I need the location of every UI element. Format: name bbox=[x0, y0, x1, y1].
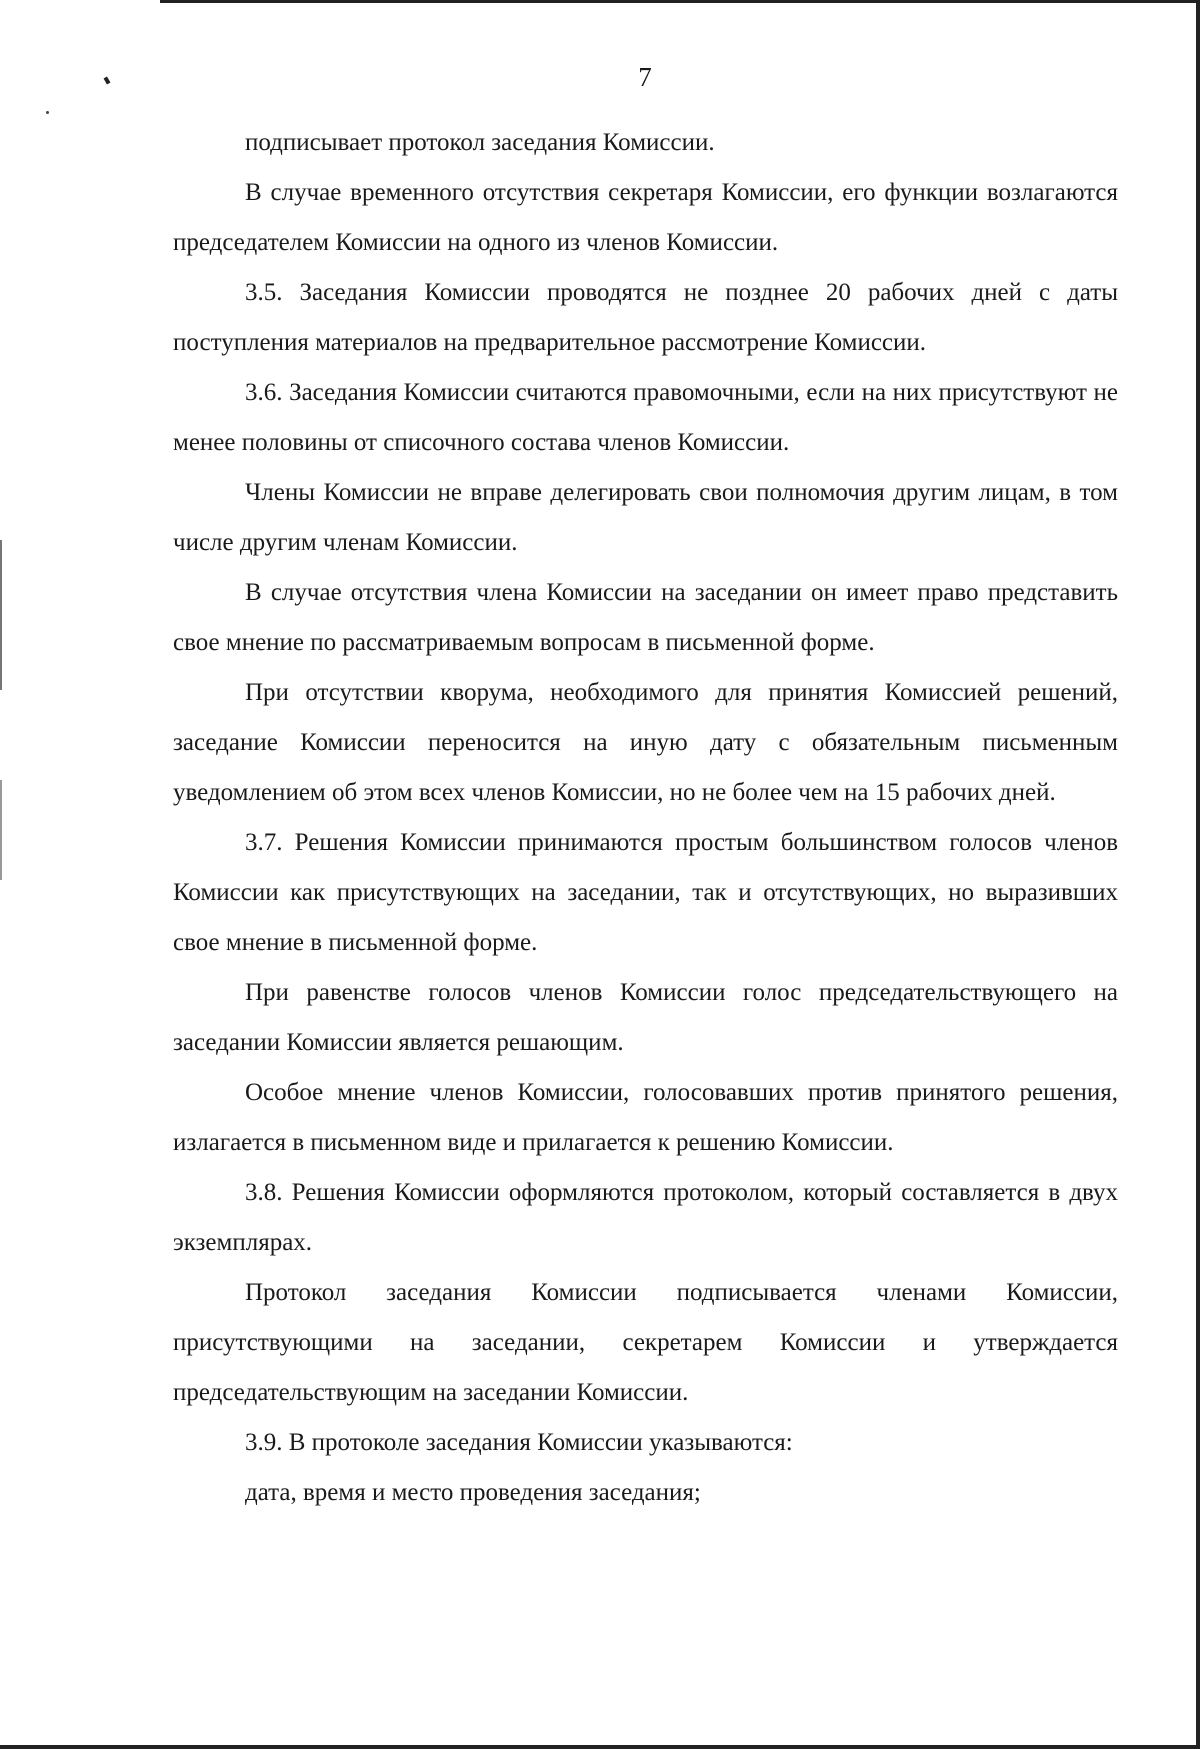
paragraph: В случае отсутствия члена Комиссии на заседании он имеет право представить свое мнение по рассматриваемым вопросам в письменной форме. bbox=[173, 579, 1118, 656]
paragraph: При равенстве голосов членов Комиссии голос председательствующего на заседании Комиссии является решающим. bbox=[173, 979, 1118, 1056]
document-body bbox=[173, 118, 1118, 1518]
scan-edge-right bbox=[1196, 0, 1200, 1749]
page-number: 7 bbox=[638, 62, 652, 92]
paragraph: Особое мнение членов Комиссии, голосовавших против принятого решения, излагается в письменном виде и прилагается к решению Комиссии. bbox=[173, 1079, 1118, 1156]
paragraph: Протокол заседания Комиссии подписывается членами Комиссии, присутствующими на заседании, секретарем Комиссии и утверждается председательствующим на заседании Комиссии. bbox=[173, 1279, 1118, 1406]
scan-speck bbox=[46, 111, 49, 114]
paragraph: 3.6. Заседания Комиссии считаются правомочными, если на них присутствуют не менее половины от списочного состава членов Комиссии. bbox=[173, 379, 1118, 456]
paragraph: 3.7. Решения Комиссии принимаются простым большинством голосов членов Комиссии как присутствующих на заседании, так и отсутствующих, но выразивших свое мнение в письменной форме. bbox=[173, 829, 1118, 956]
paragraph: подписывает протокол заседания Комиссии. bbox=[245, 129, 715, 156]
scan-artifact-left bbox=[0, 780, 2, 880]
scan-edge-top bbox=[160, 0, 1200, 3]
scan-edge-bottom bbox=[0, 1745, 1200, 1749]
paragraph: Члены Комиссии не вправе делегировать свои полномочия другим лицам, в том числе другим членам Комиссии. bbox=[173, 479, 1118, 556]
paragraph: При отсутствии кворума, необходимого для принятия Комиссией решений, заседание Комиссии переносится на иную дату с обязательным письменным уведомлением об этом всех членов Комиссии, но не более чем на 15 рабочих дней. bbox=[173, 679, 1118, 806]
paragraph: 3.5. Заседания Комиссии проводятся не позднее 20 рабочих дней с даты поступления материалов на предварительное рассмотрение Комиссии. bbox=[173, 279, 1118, 356]
scan-artifact-left bbox=[0, 540, 2, 690]
paragraph: 3.9. В протоколе заседания Комиссии указываются: bbox=[245, 1429, 793, 1456]
paragraph: В случае временного отсутствия секретаря Комиссии, его функции возлагаются председателем Комиссии на одного из членов Комиссии. bbox=[173, 179, 1118, 256]
paragraph: 3.8. Решения Комиссии оформляются протоколом, который составляется в двух экземплярах. bbox=[173, 1179, 1118, 1256]
paragraph: дата, время и место проведения заседания; bbox=[245, 1479, 701, 1506]
